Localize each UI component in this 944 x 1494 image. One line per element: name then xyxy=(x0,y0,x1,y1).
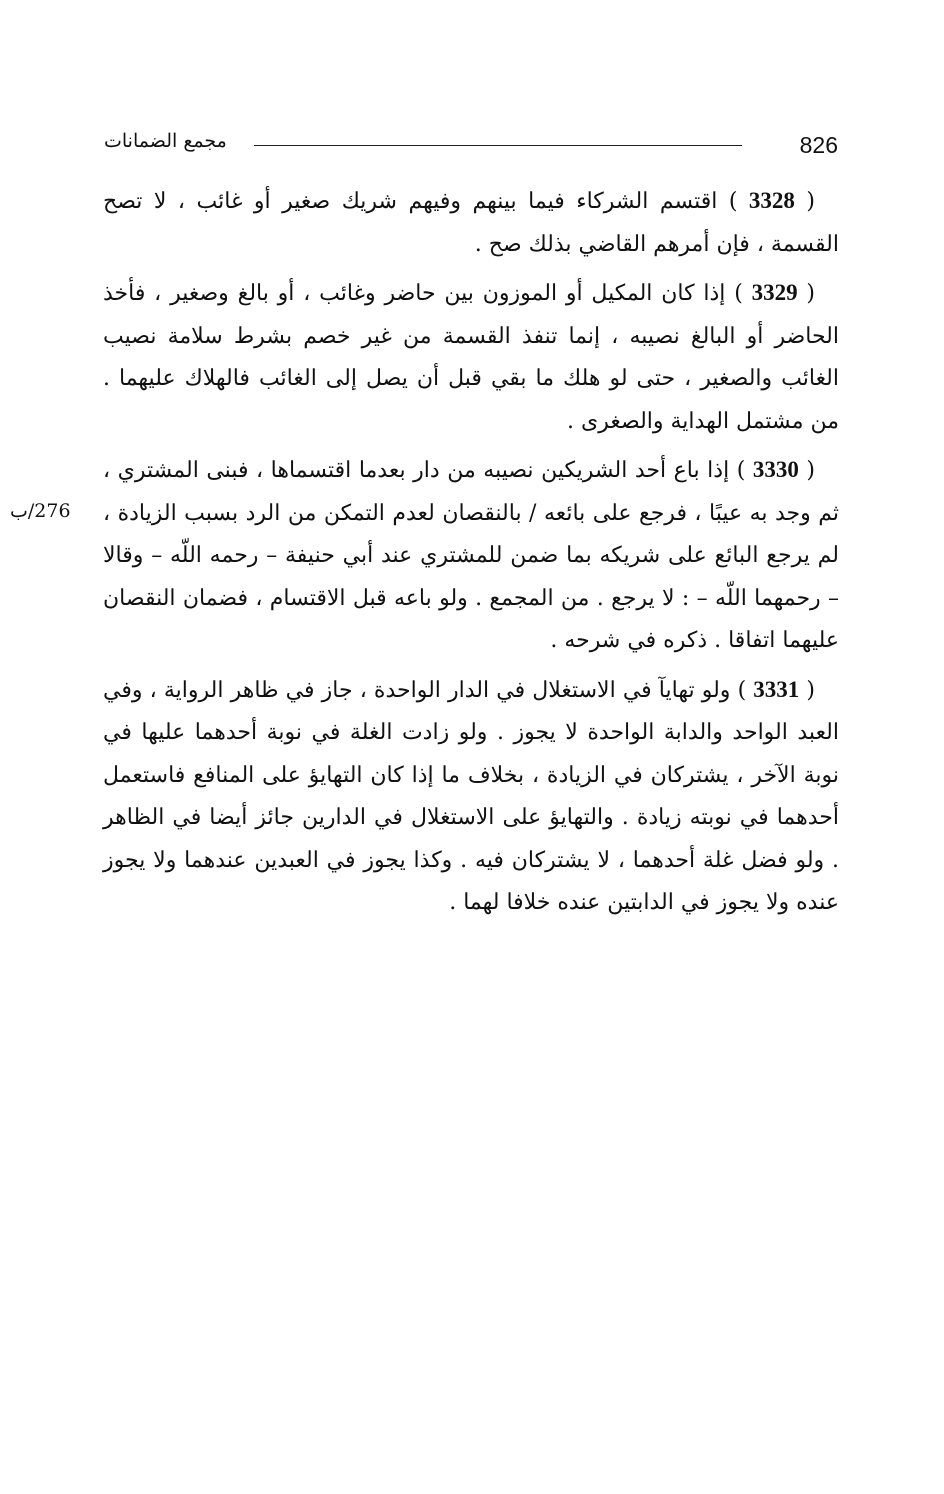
entry-number: 3330 xyxy=(752,457,799,482)
paragraph-3330: ( 3330 ) إذا باع أحد الشريكين نصيبه من دار بعدما اقتسماها ، فبنى المشتري ، ثم وجد به عيبًا ، فرجع على بائعه / بالنقصان لعدم التمكن من الرد بسبب الزيادة ، لم يرجع البائع على شريكه بما ضمن للمشتري عند أبي حنيفة – رحمه اللّه – وقالا – رحمهما اللّه – : لا يرجع . من المجمع . ولو باعه قبل الاقتسام ، فضمان النقصان عليهما اتفاقا . ذكره في شرحه . xyxy=(103,457,839,653)
paragraph-text: ولو تهايآ في الاستغلال في الدار الواحدة ، جاز في ظاهر الرواية ، وفي العبد الواحد والدابة الواحدة لا يجوز . ولو زادت الغلة في نوبة أحدهما عليها في نوبة الآخر ، يشتركان في الزيادة ، بخلاف ما إذا كان التهايؤ على المنافع فاستعمل أحدهما في نوبته زيادة . والتهايؤ على الاستغلال في الدارين جائز أيضا في الظاهر . ولو فضل غلة أحدهما ، لا يشتركان فيه . وكذا يجوز في العبدين عندهما ولا يجوز عنده ولا يجوز في الدابتين عنده خلافا لهما . xyxy=(103,677,839,915)
book-title: مجمع الضمانات xyxy=(104,130,227,152)
body-text xyxy=(103,180,839,931)
paragraph-3328: ( 3328 ) اقتسم الشركاء فيما بينهم وفيهم شريك صغير أو غائب ، لا تصح القسمة ، فإن أمرهم القاضي بذلك صح . xyxy=(103,188,839,257)
paragraph-text: اقتسم الشركاء فيما بينهم وفيهم شريك صغير أو غائب ، لا تصح القسمة ، فإن أمرهم القاضي بذلك صح . xyxy=(103,189,839,257)
entry-number: 3331 xyxy=(753,676,800,702)
margin-note: 276/ب xyxy=(10,500,71,522)
paragraph-3331: ( 3331 ) ولو تهايآ في الاستغلال في الدار الواحدة ، جاز في ظاهر الرواية ، وفي العبد الواحد والدابة الواحدة لا يجوز . ولو زادت الغلة في نوبة أحدهما عليها في نوبة الآخر ، يشتركان في الزيادة ، بخلاف ما إذا كان التهايؤ على المنافع فاستعمل أحدهما في نوبته زيادة . والتهايؤ على الاستغلال في الدارين جائز أيضا في الظاهر . ولو فضل غلة أحدهما ، لا يشتركان فيه . وكذا يجوز في العبدين عندهما ولا يجوز عنده ولا يجوز في الدابتين عنده خلافا لهما . xyxy=(103,676,839,915)
paragraph-text: إذا باع أحد الشريكين نصيبه من دار بعدما اقتسماها ، فبنى المشتري ، ثم وجد به عيبًا ، فرجع على بائعه / بالنقصان لعدم التمكن من الرد بسبب الزيادة ، لم يرجع البائع على شريكه بما ضمن للمشتري عند أبي حنيفة – رحمه اللّه – وقالا – رحمهما اللّه – : لا يرجع . من المجمع . ولو باعه قبل الاقتسام ، فضمان النقصان عليهما اتفاقا . ذكره في شرحه . xyxy=(103,458,839,653)
entry-number: 3329 xyxy=(751,280,798,305)
paragraph-3329: ( 3329 ) إذا كان المكيل أو الموزون بين حاضر وغائب ، أو بالغ وصغير ، فأخذ الحاضر أو البالغ نصيبه ، إنما تنفذ القسمة من غير خصم بشرط سلامة نصيب الغائب والصغير ، حتى لو هلك ما بقي قبل أن يصل إلى الغائب فالهلاك عليهما . من مشتمل الهداية والصغرى . xyxy=(103,280,839,434)
page-number: 826 xyxy=(799,132,838,158)
paragraph-text: إذا كان المكيل أو الموزون بين حاضر وغائب ، أو بالغ وصغير ، فأخذ الحاضر أو البالغ نصيبه ، إنما تنفذ القسمة من غير خصم بشرط سلامة نصيب الغائب والصغير ، حتى لو هلك ما بقي قبل أن يصل إلى الغائب فالهلاك عليهما . من مشتمل الهداية والصغرى . xyxy=(103,281,839,434)
header-rule xyxy=(254,145,742,146)
page-header xyxy=(104,128,838,164)
entry-number: 3328 xyxy=(748,188,795,213)
